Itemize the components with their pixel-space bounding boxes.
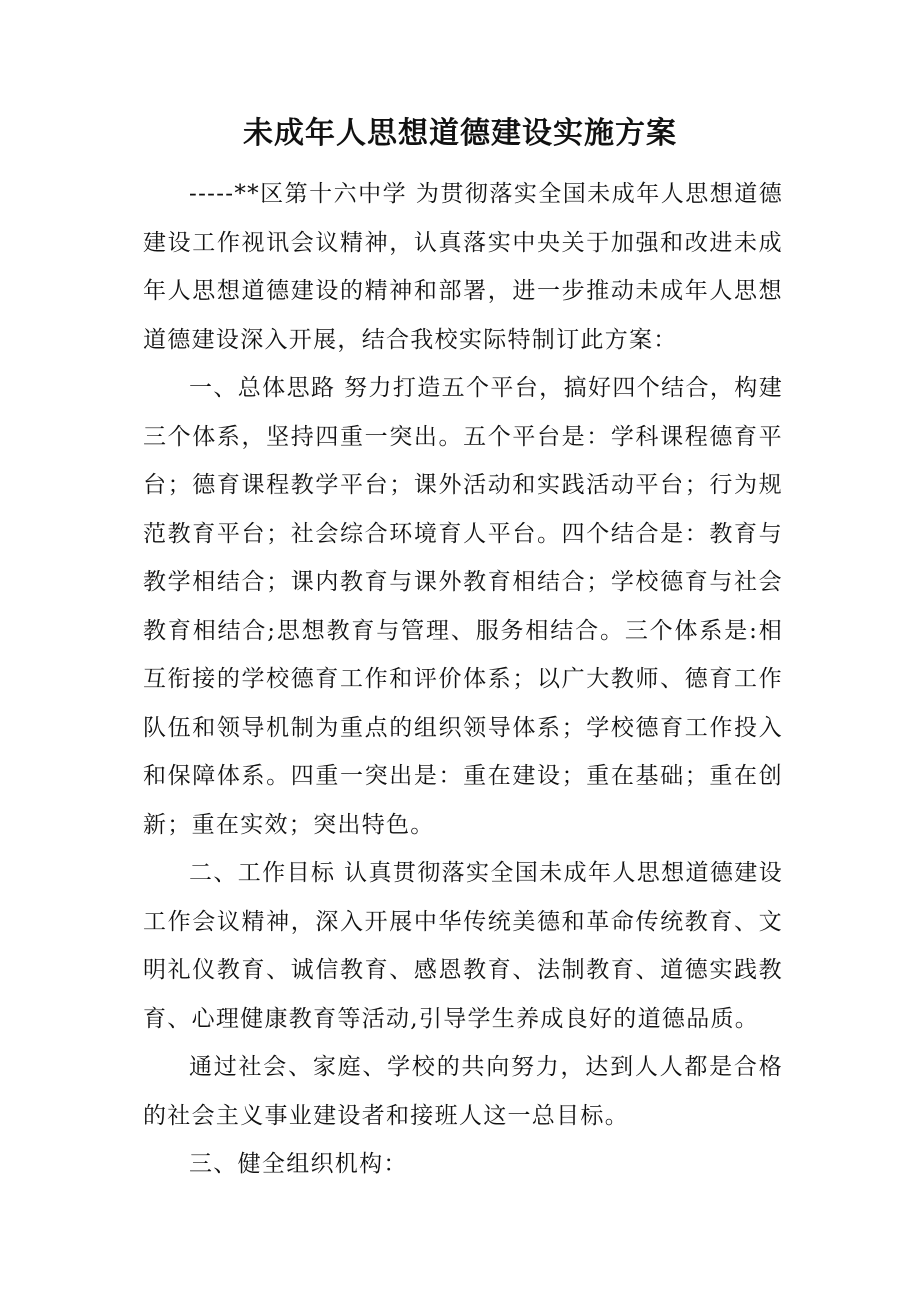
paragraph-overall-approach: 一、总体思路 努力打造五个平台，搞好四个结合，构建三个体系，坚持四重一突出。五个平台是：学科课程德育平台；德育课程教学平台；课外活动和实践活动平台；行为规范教育平台；社会综合环境育人平台。四个结合是：教育与教学相结合；课内教育与课外教育相结合；学校德育与社会教育相结合;思想教育与管理、服务相结合。三个体系是:相互衔接的学校德育工作和评价体系；以广大教师、德育工作队伍和领导机制为重点的组织领导体系；学校德育工作投入和保障体系。四重一突出是：重在建设；重在基础；重在创新；重在实效；突出特色。: [143, 375, 783, 838]
paragraph-work-goals: 二、工作目标 认真贯彻落实全国未成年人思想道德建设工作会议精神，深入开展中华传统美德和革命传统教育、文明礼仪教育、诚信教育、感恩教育、法制教育、道德实践教育、心理健康教育等活动,引导学生养成良好的道德品质。: [143, 860, 783, 1032]
paragraph-intro: -----**区第十六中学 为贯彻落实全国未成年人思想道德建设工作视讯会议精神，认真落实中央关于加强和改进未成年人思想道德建设的精神和部署，进一步推动未成年人思想道德建设深入开展，结合我校实际特制订此方案：: [143, 181, 783, 353]
document-body: [143, 170, 783, 1189]
document-title: 未成年人思想道德建设实施方案: [243, 116, 677, 151]
paragraph-joint-effort: 通过社会、家庭、学校的共向努力，达到人人都是合格的社会主义事业建设者和接班人这一总目标。: [143, 1054, 783, 1129]
paragraph-organization-heading: 三、健全组织机构：: [189, 1151, 408, 1177]
